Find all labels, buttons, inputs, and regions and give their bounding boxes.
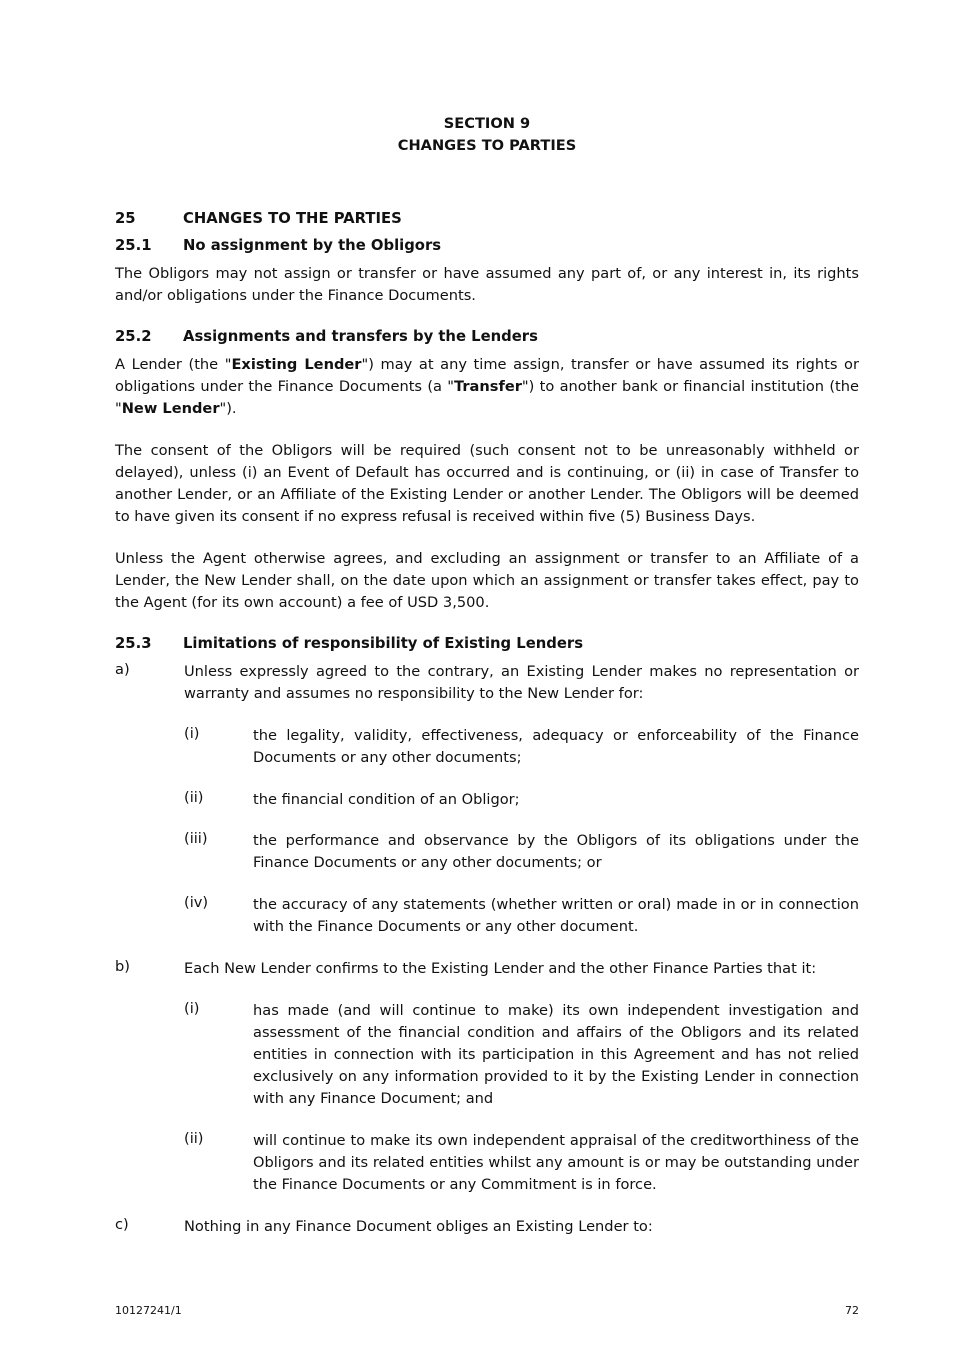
- sub-item-text: the legality, validity, effectiveness, adequacy or enforceability of the Finance Documents or any other documents;: [253, 727, 859, 766]
- clause-number: 25.2: [115, 328, 152, 345]
- text-run: ").: [219, 400, 237, 417]
- text-run: A Lender (the ": [115, 356, 232, 373]
- clause-25-2-paragraph-3: Unless the Agent otherwise agrees, and excluding an assignment or transfer to an Affiliate of a Lender, the New Lender shall, on the date upon which an assignment or transfer takes effect, pay to the Agent (for its own account) a fee of USD 3,500.: [115, 550, 859, 611]
- document-reference: 10127241/1: [115, 1304, 182, 1317]
- sub-item-label: (iv): [184, 894, 209, 911]
- sub-item-text: the performance and observance by the Obligors of its obligations under the Finance Documents or any other documents; or: [253, 832, 859, 871]
- sub-item-label: (i): [184, 1000, 200, 1017]
- clause-25-2-paragraph-2: The consent of the Obligors will be required (such consent not to be unreasonably withheld or delayed), unless (i) an Event of Default has occurred and is continuing, or (ii) in case of Transfer to another Lender, or an Affiliate of the Existing Lender or another Lender. The Obligors will be deemed to have given its consent if no express refusal is received within five (5) Business Days.: [115, 442, 859, 525]
- clause-title: CHANGES TO THE PARTIES: [183, 210, 402, 227]
- clause-25-1-paragraph: The Obligors may not assign or transfer or have assumed any part of, or any interest in, its rights and/or obligations under the Finance Documents.: [115, 265, 859, 304]
- clause-title: No assignment by the Obligors: [183, 237, 442, 254]
- list-text: Each New Lender confirms to the Existing Lender and the other Finance Parties that it:: [184, 960, 817, 977]
- sub-item-label: (ii): [184, 1130, 204, 1147]
- clause-title: Limitations of responsibility of Existing Lenders: [183, 635, 584, 652]
- clause-25-heading: [115, 210, 859, 227]
- sub-item-text: has made (and will continue to make) its own independent investigation and assessment of the financial condition and affairs of the Obligors and its related entities in connection with its participation in this Agreement and has not relied exclusively on any information provided to it by the Existing Lender in connection with any Finance Document; and: [253, 1002, 859, 1107]
- clause-title: Assignments and transfers by the Lenders: [183, 328, 538, 345]
- clause-25-2-heading: [115, 328, 859, 345]
- list-text: Nothing in any Finance Document obliges an Existing Lender to:: [184, 1218, 653, 1235]
- list-label: c): [115, 1216, 129, 1233]
- list-text: Unless expressly agreed to the contrary, an Existing Lender makes no representation or warranty and assumes no responsibility to the New Lender for:: [184, 663, 859, 702]
- sub-item-label: (iii): [184, 830, 208, 847]
- sub-item-text: the financial condition of an Obligor;: [253, 791, 520, 808]
- list-label: a): [115, 661, 130, 678]
- clause-25-3-heading: [115, 635, 859, 652]
- sub-item-label: (ii): [184, 789, 204, 806]
- page-number: 72: [845, 1304, 859, 1317]
- defined-term-new-lender: New Lender: [121, 400, 220, 417]
- section-number: SECTION 9: [443, 115, 531, 132]
- section-title: CHANGES TO PARTIES: [397, 137, 577, 154]
- text-run: ") to another bank or financial institution (the ": [115, 378, 859, 417]
- defined-term-transfer: Transfer: [454, 378, 522, 395]
- clause-number: 25.1: [115, 237, 152, 254]
- clause-25-2-paragraph-1: [115, 354, 859, 420]
- clause-number: 25: [115, 210, 136, 227]
- sub-item-text: will continue to make its own independent appraisal of the creditworthiness of the Obligors and its related entities whilst any amount is or may be outstanding under the Finance Documents or any Commitment is in force.: [253, 1132, 859, 1193]
- clause-25-1-heading: [115, 237, 859, 254]
- list-label: b): [115, 958, 130, 975]
- sub-item-text: the accuracy of any statements (whether written or oral) made in or in connection with the Finance Documents or any other document.: [253, 896, 859, 935]
- clause-number: 25.3: [115, 635, 152, 652]
- sub-item-label: (i): [184, 725, 200, 742]
- defined-term-existing-lender: Existing Lender: [231, 356, 362, 373]
- text-run: ") may at any time assign, transfer or have assumed its rights or obligations under the Finance Documents (a ": [115, 356, 859, 395]
